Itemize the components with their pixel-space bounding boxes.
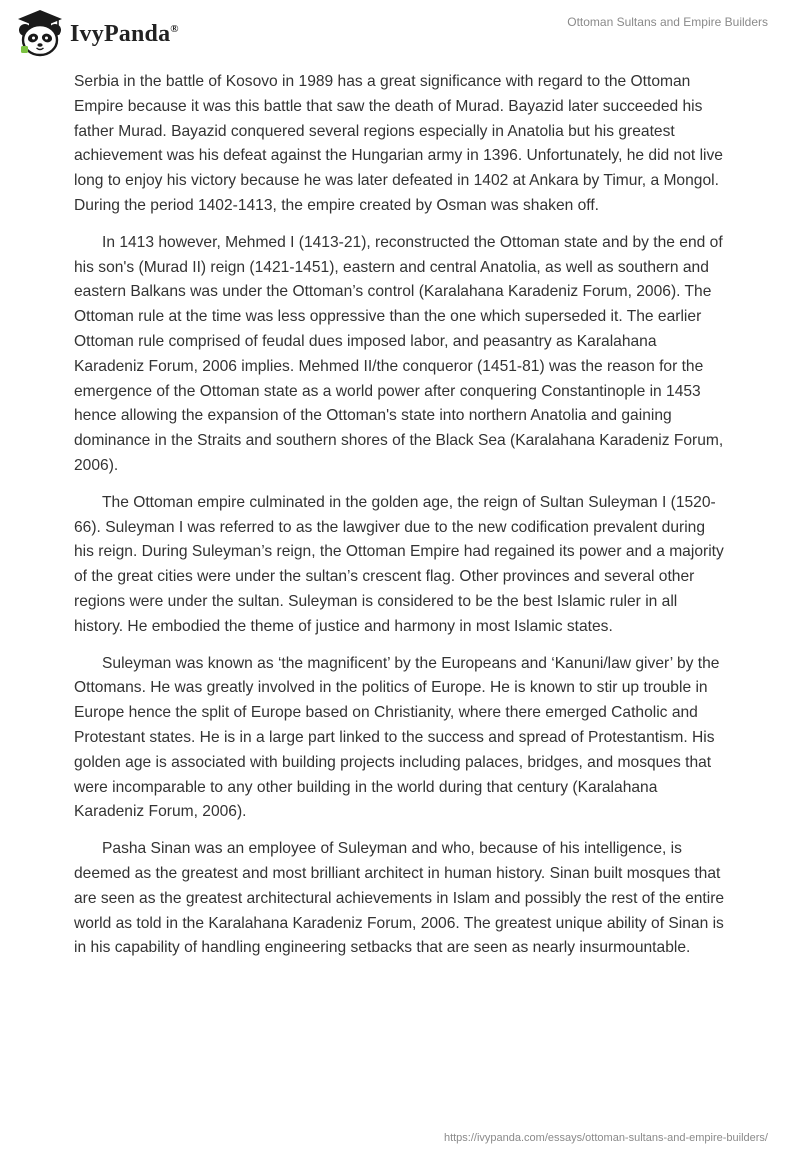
paragraph-4: Suleyman was known as ‘the magnificent’ by the Europeans and ‘Kanuni/law giver’ by the Ottomans. He was greatly involved in the politics of Europe. He is known to stir up trouble in Europe hence the split of Europe based on Christianity, where there emerged Catholic and Protestant states. He is in a large part linked to the success and spread of Protestantism. His golden age is associated with building projects including palaces, bridges, and mosques that were incomparable to any other building in the world during that century (Karalahana Karadeniz Forum, 2006). (74, 654, 720, 821)
paragraph-2: In 1413 however, Mehmed I (1413-21), reconstructed the Ottoman state and by the end of his son's (Murad II) reign (1421-1451), eastern and central Anatolia, as well as southern and eastern Balkans was under the Ottoman’s control (Karalahana Karadeniz Forum, 2006). The Ottoman rule at the time was less oppressive than the one which superseded it. The earlier Ottoman rule comprised of feudal dues imposed labor, and peasantry as Karalahana Karadeniz Forum, 2006 implies. Mehmed II/the conqueror (1451-81) was the reason for the emergence of the Ottoman state as a world power after conquering Constantinople in 1453 hence allowing the expansion of the Ottoman's state into northern Anatolia and gaining dominance in the Straits and southern shores of the Black Sea (Karalahana Karadeniz Forum, 2006). (74, 233, 724, 474)
registered-mark: ® (170, 22, 179, 35)
panda-graduate-icon (14, 8, 66, 58)
ivypanda-logo-link[interactable] (14, 8, 179, 58)
essay-body (74, 70, 728, 973)
paragraph-1: Serbia in the battle of Kosovo in 1989 has a great significance with regard to the Ottoman Empire because it was this battle that saw the death of Murad. Bayazid later succeeded his father Murad. Bayazid conquered several regions especially in Anatolia but his greatest achievement was his defeat against the Hungarian army in 1396. Unfortunately, he did not live long to enjoy his victory because he was later defeated in 1402 at Ankara by Timur, a Mongol. During the period 1402-1413, the empire created by Osman was shaken off. (74, 73, 723, 214)
paragraph-5: Pasha Sinan was an employee of Suleyman and who, because of his intelligence, is deemed as the greatest and most brilliant architect in human history. Sinan built mosques that are seen as the greatest architectural achievements in Islam and possibly the rest of the entire world as told in the Karalahana Karadeniz Forum, 2006. The greatest unique ability of Sinan is in his capability of handling engineering setbacks that are seen as nearly insurmountable. (74, 840, 725, 957)
paragraph-3: The Ottoman empire culminated in the golden age, the reign of Sultan Suleyman I (1520-66). Suleyman I was referred to as the lawgiver due to the new codification prevalent during his reign. During Suleyman’s reign, the Ottoman Empire had regained its power and a majority of the great cities were under the sultan’s crescent flag. Other provinces and several other regions were under the sultan. Suleyman is considered to be the best Islamic ruler in all history. He embodied the theme of justice and harmony in most Islamic states. (74, 493, 724, 635)
logo-wordmark: IvyPanda® (70, 20, 179, 47)
document-title: Ottoman Sultans and Empire Builders (567, 15, 768, 29)
source-url-link[interactable]: https://ivypanda.com/essays/ottoman-sultans-and-empire-builders/ (443, 1132, 768, 1144)
page-header (0, 0, 800, 60)
